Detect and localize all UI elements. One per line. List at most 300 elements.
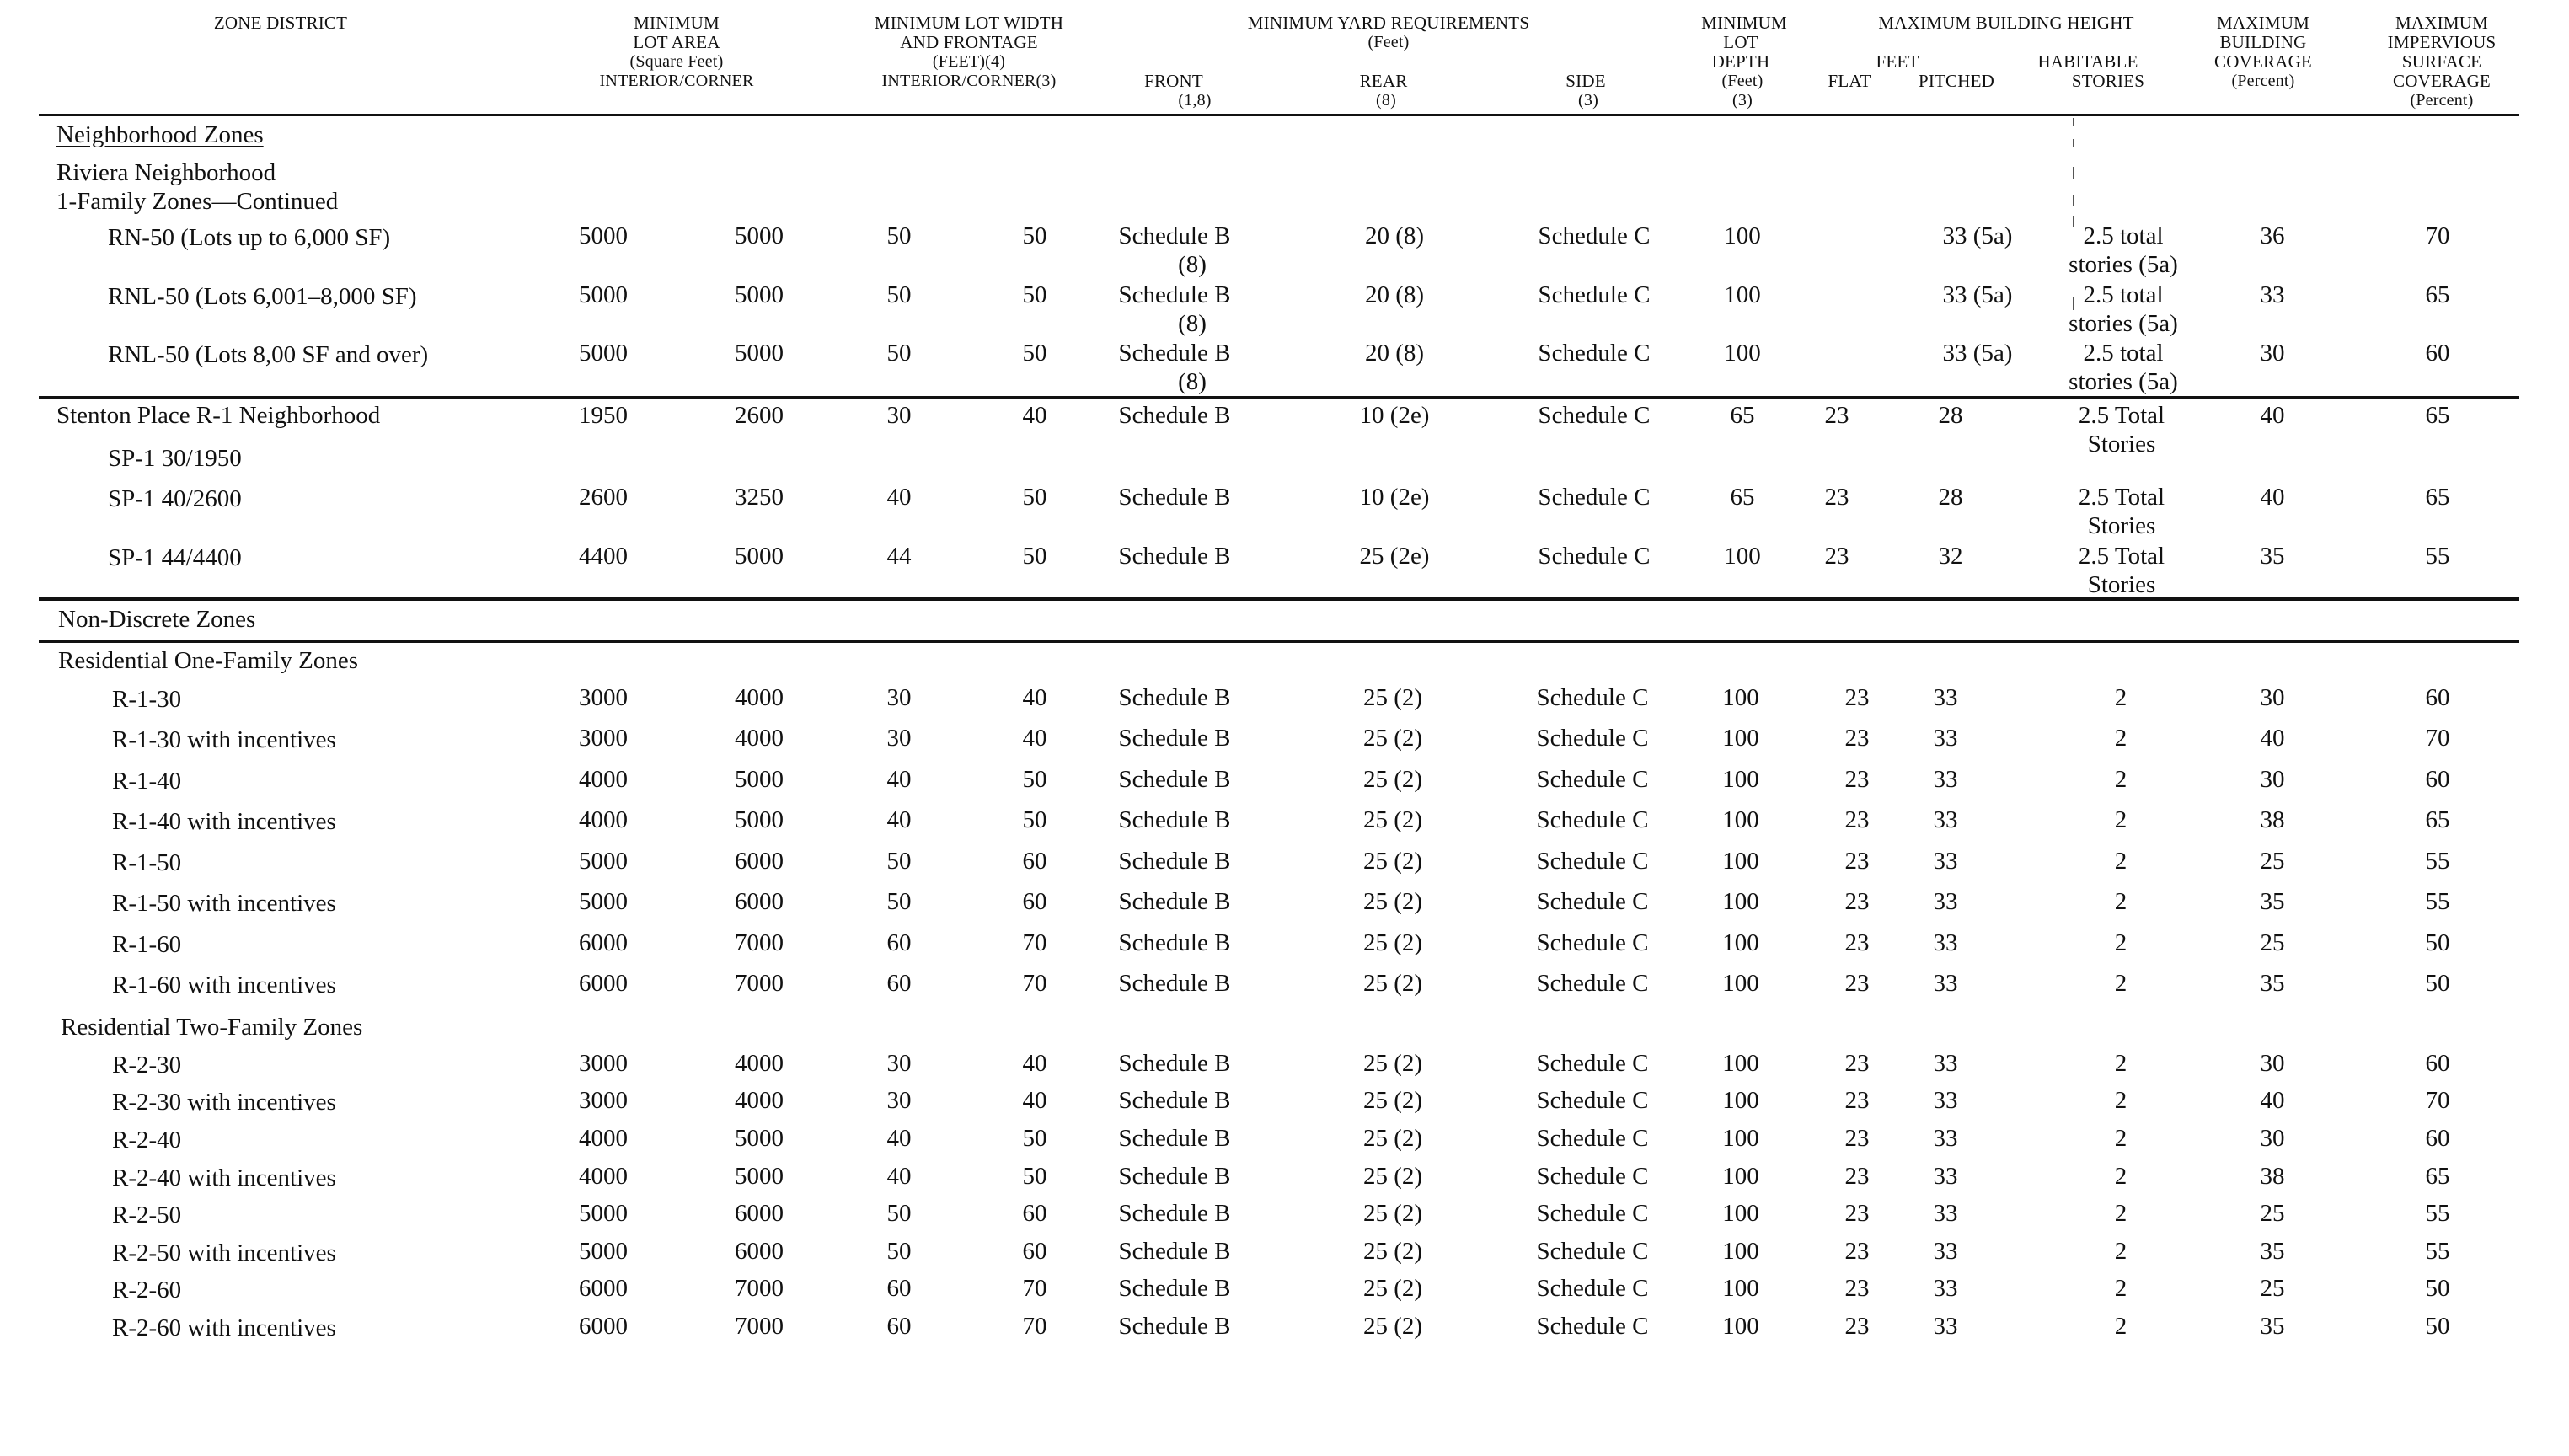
lot-area-interior: 3000 xyxy=(579,1050,628,1077)
habitable-stories: 2 xyxy=(2114,725,2127,752)
scan-mark xyxy=(2073,216,2074,228)
habitable-stories: 2.5 Total xyxy=(2078,484,2165,511)
front-yard: Schedule B xyxy=(1118,222,1231,249)
header-min-lot-area-1: MINIMUM xyxy=(634,13,720,33)
zone-name: R-1-30 with incentives xyxy=(112,726,336,753)
front-yard: Schedule B xyxy=(1118,543,1231,570)
section-residential-one-family: Residential One-Family Zones xyxy=(58,647,358,674)
rear-yard: 20 (8) xyxy=(1364,340,1425,367)
impervious-coverage: 55 xyxy=(2425,888,2450,915)
habitable-stories-note: stories (5a) xyxy=(2069,251,2178,278)
building-coverage: 25 xyxy=(2260,1275,2285,1302)
lot-area-corner: 4000 xyxy=(735,1050,784,1077)
habitable-stories: 2 xyxy=(2114,1238,2127,1265)
lot-width-corner: 60 xyxy=(1022,888,1047,915)
zone-name: RNL-50 (Lots 6,001–8,000 SF) xyxy=(108,283,417,310)
height-pitched: 28 xyxy=(1938,484,1963,511)
height-flat: 23 xyxy=(1844,1200,1870,1227)
lot-area-corner: 6000 xyxy=(735,1200,784,1227)
lot-depth: 100 xyxy=(1722,1163,1759,1190)
lot-depth: 100 xyxy=(1722,766,1759,793)
habitable-stories: 2.5 total xyxy=(2083,281,2164,308)
lot-depth: 100 xyxy=(1722,888,1759,915)
zone-name: R-2-40 xyxy=(112,1127,182,1154)
side-yard: Schedule C xyxy=(1536,888,1649,915)
lot-area-corner: 3250 xyxy=(735,484,784,511)
zone-name: RNL-50 (Lots 8,00 SF and over) xyxy=(108,341,429,368)
header-feet: FEET xyxy=(1876,51,1919,72)
side-yard: Schedule C xyxy=(1538,340,1651,367)
header-max-coverage-2: BUILDING xyxy=(2219,32,2307,52)
header-min-lot-depth-3: DEPTH xyxy=(1711,51,1770,72)
rear-yard: 20 (8) xyxy=(1364,281,1425,308)
zone-name: R-2-60 with incentives xyxy=(112,1314,336,1341)
height-flat: 23 xyxy=(1824,402,1849,429)
habitable-stories: 2 xyxy=(2114,806,2127,833)
lot-area-interior: 6000 xyxy=(579,1313,628,1340)
header-rule xyxy=(39,114,2519,116)
zone-name: R-1-50 with incentives xyxy=(112,890,336,917)
lot-area-interior: 6000 xyxy=(579,1275,628,1302)
building-coverage: 30 xyxy=(2260,340,2285,367)
lot-depth: 100 xyxy=(1722,1050,1759,1077)
header-min-yard-2: (Feet) xyxy=(1367,33,1410,51)
header-front: FRONT xyxy=(1144,71,1203,91)
lot-width-interior: 40 xyxy=(886,806,912,833)
building-coverage: 40 xyxy=(2260,484,2285,511)
zone-name: R-1-60 with incentives xyxy=(112,972,336,998)
zone-name: R-2-60 xyxy=(112,1277,182,1303)
front-yard: Schedule B xyxy=(1118,806,1231,833)
height-pitched: 33 xyxy=(1933,929,1958,956)
impervious-coverage: 55 xyxy=(2425,543,2450,570)
lot-width-interior: 50 xyxy=(886,222,912,249)
height-pitched: 33 xyxy=(1933,888,1958,915)
header-min-lot-area-3: (Square Feet) xyxy=(629,52,724,71)
rear-yard: 10 (2e) xyxy=(1359,484,1430,511)
lot-width-interior: 40 xyxy=(886,484,912,511)
header-max-coverage-3: COVERAGE xyxy=(2214,51,2312,72)
height-flat: 23 xyxy=(1844,929,1870,956)
building-coverage: 25 xyxy=(2260,929,2285,956)
habitable-stories: 2 xyxy=(2114,1313,2127,1340)
impervious-coverage: 50 xyxy=(2425,1313,2450,1340)
lot-width-interior: 50 xyxy=(886,1238,912,1265)
section-neighborhood-zones: Neighborhood Zones xyxy=(56,121,264,148)
side-yard: Schedule C xyxy=(1538,543,1651,570)
impervious-coverage: 65 xyxy=(2425,1163,2450,1190)
building-coverage: 35 xyxy=(2260,1238,2285,1265)
lot-width-corner: 40 xyxy=(1022,402,1047,429)
rear-yard: 25 (2) xyxy=(1362,1275,1423,1302)
lot-area-interior: 4000 xyxy=(579,1163,628,1190)
lot-width-corner: 50 xyxy=(1022,1125,1047,1152)
lot-width-corner: 40 xyxy=(1022,1050,1047,1077)
lot-area-corner: 2600 xyxy=(735,402,784,429)
rear-yard: 25 (2) xyxy=(1362,1050,1423,1077)
zone-name: SP-1 44/4400 xyxy=(108,544,242,571)
rear-yard: 25 (2) xyxy=(1362,1313,1423,1340)
side-yard: Schedule C xyxy=(1536,1238,1649,1265)
height-pitched: 33 xyxy=(1933,1313,1958,1340)
header-max-impervious-4: COVERAGE xyxy=(2393,71,2491,91)
height-pitched: 33 xyxy=(1933,1238,1958,1265)
lot-width-interior: 40 xyxy=(886,1125,912,1152)
header-habitable: HABITABLE xyxy=(2037,51,2138,72)
lot-area-corner: 7000 xyxy=(735,970,784,997)
building-coverage: 35 xyxy=(2260,543,2285,570)
side-yard: Schedule C xyxy=(1536,1050,1649,1077)
lot-depth: 65 xyxy=(1730,402,1755,429)
header-min-lot-area-2: LOT AREA xyxy=(633,32,720,52)
building-coverage: 40 xyxy=(2260,725,2285,752)
lot-area-interior: 3000 xyxy=(579,1087,628,1114)
front-yard: Schedule B xyxy=(1118,1163,1231,1190)
impervious-coverage: 65 xyxy=(2425,806,2450,833)
header-max-height: MAXIMUM BUILDING HEIGHT xyxy=(1878,13,2134,33)
header-front-note: (1,8) xyxy=(1178,91,1212,110)
side-yard: Schedule C xyxy=(1536,1200,1649,1227)
height-flat: 23 xyxy=(1844,684,1870,711)
front-yard: Schedule B xyxy=(1118,281,1231,308)
lot-width-corner: 50 xyxy=(1022,484,1047,511)
zone-name: R-2-50 xyxy=(112,1202,182,1228)
lot-area-interior: 3000 xyxy=(579,684,628,711)
side-yard: Schedule C xyxy=(1536,1313,1649,1340)
lot-depth: 100 xyxy=(1722,1313,1759,1340)
lot-depth: 100 xyxy=(1724,281,1761,308)
lot-width-corner: 70 xyxy=(1022,1313,1047,1340)
zone-name: R-1-60 xyxy=(112,931,182,958)
height-pitched: 33 (5a) xyxy=(1942,222,2013,249)
zone-name: SP-1 30/1950 xyxy=(108,445,242,472)
height-flat: 23 xyxy=(1844,1050,1870,1077)
impervious-coverage: 50 xyxy=(2425,929,2450,956)
rear-yard: 25 (2) xyxy=(1362,848,1423,875)
lot-area-corner: 5000 xyxy=(735,340,784,367)
zone-name: R-1-30 xyxy=(112,686,182,713)
lot-width-interior: 50 xyxy=(886,1200,912,1227)
front-yard: Schedule B xyxy=(1118,1125,1231,1152)
habitable-stories: 2 xyxy=(2114,766,2127,793)
rear-yard: 25 (2) xyxy=(1362,929,1423,956)
rear-yard: 10 (2e) xyxy=(1359,402,1430,429)
side-yard: Schedule C xyxy=(1536,848,1649,875)
impervious-coverage: 55 xyxy=(2425,1238,2450,1265)
rear-yard: 25 (2) xyxy=(1362,970,1423,997)
header-min-lot-width-4: INTERIOR/CORNER(3) xyxy=(881,72,1057,90)
front-yard: Schedule B xyxy=(1118,684,1231,711)
scan-mark xyxy=(2073,167,2074,179)
lot-area-interior: 4000 xyxy=(579,806,628,833)
building-coverage: 35 xyxy=(2260,970,2285,997)
side-yard: Schedule C xyxy=(1536,806,1649,833)
building-coverage: 30 xyxy=(2260,1050,2285,1077)
lot-width-corner: 60 xyxy=(1022,1238,1047,1265)
lot-depth: 100 xyxy=(1722,1087,1759,1114)
habitable-stories: 2 xyxy=(2114,848,2127,875)
scan-mark xyxy=(2073,118,2074,126)
impervious-coverage: 60 xyxy=(2425,1050,2450,1077)
section-non-discrete: Non-Discrete Zones xyxy=(58,606,256,633)
height-pitched: 33 xyxy=(1933,1050,1958,1077)
building-coverage: 35 xyxy=(2260,1313,2285,1340)
front-yard: Schedule B xyxy=(1118,1087,1231,1114)
header-side: SIDE xyxy=(1565,71,1606,91)
lot-area-interior: 5000 xyxy=(579,222,628,249)
rear-yard: 20 (8) xyxy=(1364,222,1425,249)
impervious-coverage: 65 xyxy=(2425,281,2450,308)
side-yard: Schedule C xyxy=(1536,929,1649,956)
lot-width-corner: 60 xyxy=(1022,848,1047,875)
height-pitched: 33 xyxy=(1933,1087,1958,1114)
building-coverage: 25 xyxy=(2260,1200,2285,1227)
lot-width-interior: 30 xyxy=(886,725,912,752)
habitable-stories: 2.5 Total xyxy=(2078,543,2165,570)
header-max-impervious-3: SURFACE xyxy=(2401,51,2482,72)
header-min-lot-area-4: INTERIOR/CORNER xyxy=(599,72,754,90)
height-pitched: 33 xyxy=(1933,970,1958,997)
lot-width-interior: 40 xyxy=(886,1163,912,1190)
lot-area-interior: 5000 xyxy=(579,888,628,915)
rear-yard: 25 (2) xyxy=(1362,684,1423,711)
lot-width-interior: 60 xyxy=(886,1275,912,1302)
height-flat: 23 xyxy=(1844,1238,1870,1265)
side-yard: Schedule C xyxy=(1536,1163,1649,1190)
building-coverage: 30 xyxy=(2260,1125,2285,1152)
habitable-stories: 2 xyxy=(2114,970,2127,997)
zone-name: R-1-40 with incentives xyxy=(112,808,336,835)
building-coverage: 38 xyxy=(2260,806,2285,833)
front-yard-note: (8) xyxy=(1178,310,1207,337)
rear-yard: 25 (2) xyxy=(1362,1238,1423,1265)
height-pitched: 33 xyxy=(1933,848,1958,875)
zone-name: R-2-40 with incentives xyxy=(112,1164,336,1191)
front-yard: Schedule B xyxy=(1118,1238,1231,1265)
impervious-coverage: 60 xyxy=(2425,766,2450,793)
lot-area-interior: 4000 xyxy=(579,1125,628,1152)
impervious-coverage: 50 xyxy=(2425,1275,2450,1302)
front-yard: Schedule B xyxy=(1118,340,1231,367)
lot-depth: 100 xyxy=(1722,929,1759,956)
header-rear-note: (8) xyxy=(1376,91,1396,110)
height-flat: 23 xyxy=(1844,970,1870,997)
lot-area-corner: 6000 xyxy=(735,888,784,915)
lot-area-corner: 5000 xyxy=(735,281,784,308)
habitable-stories: 2.5 total xyxy=(2083,340,2164,367)
height-flat: 23 xyxy=(1844,1125,1870,1152)
impervious-coverage: 60 xyxy=(2425,684,2450,711)
lot-area-interior: 5000 xyxy=(579,281,628,308)
lot-area-interior: 4400 xyxy=(579,543,628,570)
lot-depth: 100 xyxy=(1724,543,1761,570)
lot-area-interior: 5000 xyxy=(579,848,628,875)
height-pitched: 33 xyxy=(1933,1125,1958,1152)
side-yard: Schedule C xyxy=(1538,402,1651,429)
lot-width-corner: 40 xyxy=(1022,1087,1047,1114)
building-coverage: 30 xyxy=(2260,766,2285,793)
lot-area-interior: 5000 xyxy=(579,1200,628,1227)
lot-area-interior: 4000 xyxy=(579,766,628,793)
lot-area-corner: 6000 xyxy=(735,848,784,875)
height-pitched: 33 (5a) xyxy=(1942,281,2013,308)
habitable-stories: 2 xyxy=(2114,929,2127,956)
habitable-stories-note: Stories xyxy=(2087,571,2156,598)
building-coverage: 33 xyxy=(2260,281,2285,308)
header-max-impervious-5: (Percent) xyxy=(2410,91,2474,110)
header-min-lot-depth-2: LOT xyxy=(1723,32,1758,52)
lot-width-interior: 60 xyxy=(886,929,912,956)
lot-width-corner: 50 xyxy=(1022,543,1047,570)
front-yard: Schedule B xyxy=(1118,1200,1231,1227)
front-yard: Schedule B xyxy=(1118,848,1231,875)
side-yard: Schedule C xyxy=(1536,1087,1649,1114)
height-pitched: 33 xyxy=(1933,766,1958,793)
height-pitched: 28 xyxy=(1938,402,1963,429)
habitable-stories: 2 xyxy=(2114,1200,2127,1227)
height-flat: 23 xyxy=(1844,725,1870,752)
impervious-coverage: 50 xyxy=(2425,970,2450,997)
impervious-coverage: 70 xyxy=(2425,725,2450,752)
lot-width-corner: 50 xyxy=(1022,340,1047,367)
lot-width-corner: 50 xyxy=(1022,222,1047,249)
front-yard: Schedule B xyxy=(1118,1275,1231,1302)
zone-name: SP-1 40/2600 xyxy=(108,485,242,512)
height-flat: 23 xyxy=(1844,766,1870,793)
divider-stenton xyxy=(39,396,2519,399)
front-yard: Schedule B xyxy=(1118,1313,1231,1340)
zone-name: R-2-50 with incentives xyxy=(112,1239,336,1266)
lot-area-corner: 6000 xyxy=(735,1238,784,1265)
lot-area-interior: 6000 xyxy=(579,929,628,956)
height-flat: 23 xyxy=(1824,484,1849,511)
building-coverage: 40 xyxy=(2260,402,2285,429)
front-yard: Schedule B xyxy=(1118,402,1231,429)
rear-yard: 25 (2e) xyxy=(1359,543,1430,570)
building-coverage: 36 xyxy=(2260,222,2285,249)
lot-width-interior: 30 xyxy=(886,1050,912,1077)
front-yard: Schedule B xyxy=(1118,929,1231,956)
building-coverage: 40 xyxy=(2260,1087,2285,1114)
habitable-stories: 2.5 Total xyxy=(2078,402,2165,429)
rear-yard: 25 (2) xyxy=(1362,1163,1423,1190)
building-coverage: 30 xyxy=(2260,684,2285,711)
height-pitched: 33 xyxy=(1933,806,1958,833)
header-pitched: PITCHED xyxy=(1918,71,1995,91)
impervious-coverage: 60 xyxy=(2425,1125,2450,1152)
lot-width-interior: 30 xyxy=(886,684,912,711)
impervious-coverage: 65 xyxy=(2425,484,2450,511)
impervious-coverage: 65 xyxy=(2425,402,2450,429)
lot-area-corner: 7000 xyxy=(735,929,784,956)
lot-area-interior: 2600 xyxy=(579,484,628,511)
lot-width-interior: 50 xyxy=(886,340,912,367)
lot-depth: 100 xyxy=(1722,848,1759,875)
height-flat: 23 xyxy=(1844,848,1870,875)
lot-width-corner: 70 xyxy=(1022,1275,1047,1302)
header-max-coverage-4: (Percent) xyxy=(2231,72,2295,90)
side-yard: Schedule C xyxy=(1536,766,1649,793)
lot-width-corner: 40 xyxy=(1022,684,1047,711)
lot-area-corner: 4000 xyxy=(735,1087,784,1114)
lot-area-corner: 5000 xyxy=(735,222,784,249)
habitable-stories: 2 xyxy=(2114,1050,2127,1077)
lot-area-corner: 5000 xyxy=(735,1125,784,1152)
lot-area-corner: 5000 xyxy=(735,766,784,793)
lot-depth: 100 xyxy=(1724,340,1761,367)
lot-width-interior: 50 xyxy=(886,888,912,915)
lot-width-interior: 50 xyxy=(886,848,912,875)
lot-width-interior: 50 xyxy=(886,281,912,308)
height-flat: 23 xyxy=(1844,1163,1870,1190)
header-max-impervious-1: MAXIMUM xyxy=(2395,13,2488,33)
height-pitched: 33 xyxy=(1933,1275,1958,1302)
habitable-stories-note: stories (5a) xyxy=(2069,368,2178,395)
header-side-note: (3) xyxy=(1578,91,1598,110)
lot-width-corner: 40 xyxy=(1022,725,1047,752)
lot-area-corner: 7000 xyxy=(735,1275,784,1302)
lot-area-interior: 1950 xyxy=(579,402,628,429)
lot-width-corner: 50 xyxy=(1022,281,1047,308)
zone-name: R-2-30 xyxy=(112,1052,182,1079)
side-yard: Schedule C xyxy=(1536,1125,1649,1152)
lot-area-corner: 7000 xyxy=(735,1313,784,1340)
lot-width-interior: 60 xyxy=(886,970,912,997)
rear-yard: 25 (2) xyxy=(1362,766,1423,793)
building-coverage: 38 xyxy=(2260,1163,2285,1190)
height-pitched: 33 xyxy=(1933,725,1958,752)
header-zone-district: ZONE DISTRICT xyxy=(213,13,348,33)
lot-width-corner: 60 xyxy=(1022,1200,1047,1227)
lot-depth: 100 xyxy=(1722,684,1759,711)
building-coverage: 25 xyxy=(2260,848,2285,875)
zone-name: R-1-40 xyxy=(112,768,182,795)
height-pitched: 33 xyxy=(1933,1163,1958,1190)
rear-yard: 25 (2) xyxy=(1362,806,1423,833)
header-rear: REAR xyxy=(1359,71,1408,91)
header-max-coverage-1: MAXIMUM xyxy=(2217,13,2309,33)
lot-depth: 100 xyxy=(1722,970,1759,997)
lot-area-corner: 5000 xyxy=(735,1163,784,1190)
lot-depth: 100 xyxy=(1722,806,1759,833)
habitable-stories: 2 xyxy=(2114,684,2127,711)
lot-width-interior: 30 xyxy=(886,402,912,429)
lot-width-corner: 50 xyxy=(1022,766,1047,793)
section-stenton: Stenton Place R-1 Neighborhood xyxy=(56,402,381,429)
height-flat: 23 xyxy=(1844,806,1870,833)
lot-width-corner: 70 xyxy=(1022,970,1047,997)
header-max-impervious-2: IMPERVIOUS xyxy=(2387,32,2497,52)
lot-depth: 65 xyxy=(1730,484,1755,511)
lot-area-corner: 4000 xyxy=(735,725,784,752)
height-flat: 23 xyxy=(1824,543,1849,570)
rear-yard: 25 (2) xyxy=(1362,1125,1423,1152)
side-yard: Schedule C xyxy=(1538,281,1651,308)
lot-depth: 100 xyxy=(1722,1238,1759,1265)
section-riviera: Riviera Neighborhood xyxy=(56,159,276,186)
side-yard: Schedule C xyxy=(1536,684,1649,711)
lot-width-interior: 60 xyxy=(886,1313,912,1340)
habitable-stories: 2 xyxy=(2114,1163,2127,1190)
front-yard: Schedule B xyxy=(1118,766,1231,793)
header-min-lot-depth-5: (3) xyxy=(1732,91,1753,110)
lot-area-corner: 5000 xyxy=(735,806,784,833)
lot-width-corner: 50 xyxy=(1022,1163,1047,1190)
lot-width-interior: 44 xyxy=(886,543,912,570)
header-min-lot-width-2: AND FRONTAGE xyxy=(900,32,1038,52)
side-yard: Schedule C xyxy=(1536,1275,1649,1302)
habitable-stories: 2.5 total xyxy=(2083,222,2164,249)
